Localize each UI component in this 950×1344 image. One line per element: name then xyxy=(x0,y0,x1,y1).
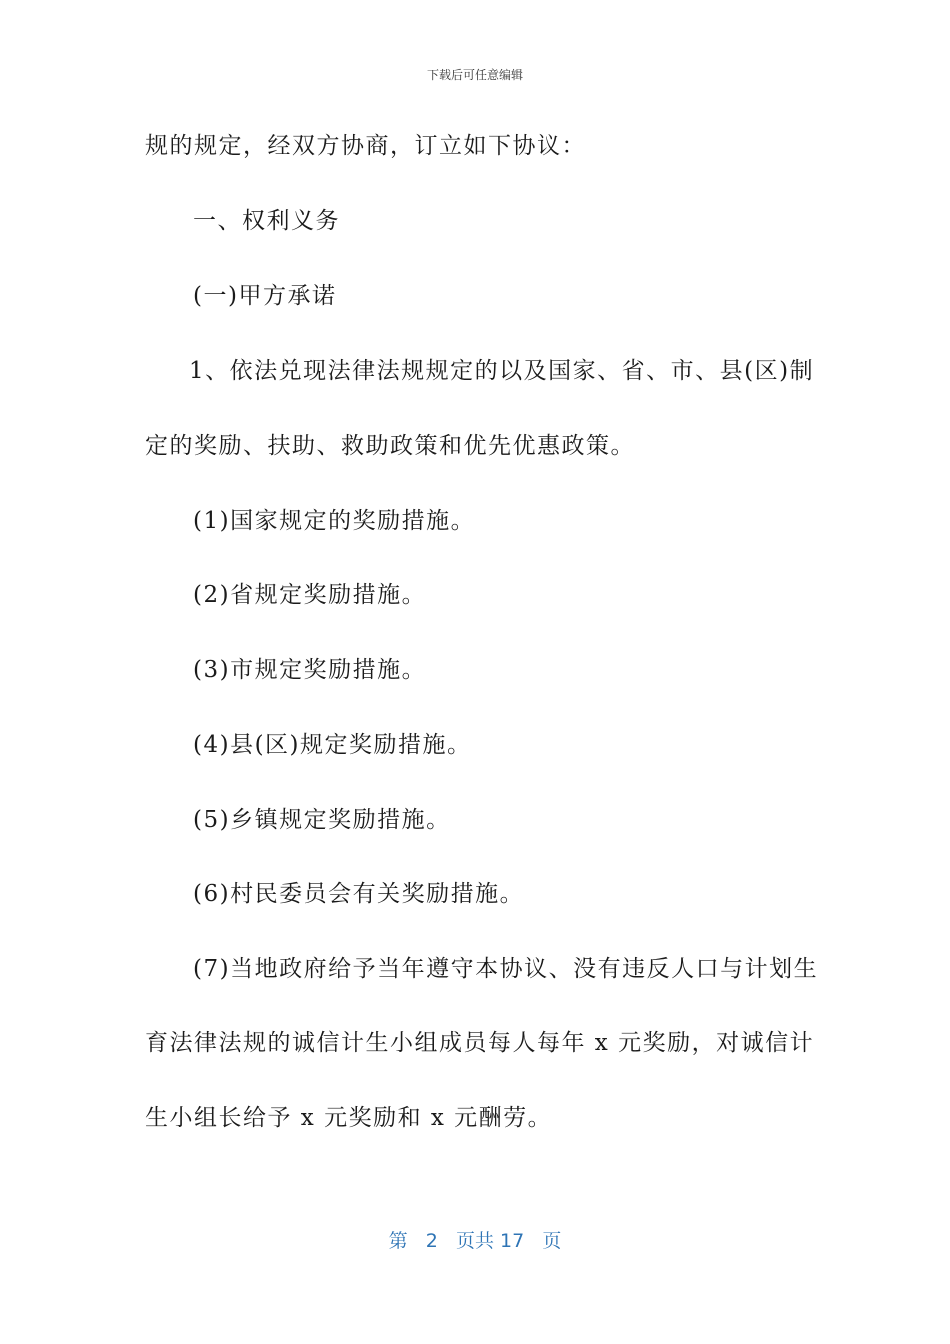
paragraph-line: 育法律法规的诚信计生小组成员每人每年 x 元奖励，对诚信计 xyxy=(145,1030,815,1056)
page-prefix: 第 xyxy=(388,1230,408,1252)
list-item: (2)省规定奖励措施。 xyxy=(193,582,427,608)
total-pages: 17 xyxy=(500,1230,525,1252)
list-item: (6)村民委员会有关奖励措施。 xyxy=(193,881,525,907)
subsection-heading: (一)甲方承诺 xyxy=(193,283,337,309)
header-note: 下载后可任意编辑 xyxy=(426,68,523,82)
list-item: (3)市规定奖励措施。 xyxy=(193,657,427,683)
list-item: (1)国家规定的奖励措施。 xyxy=(193,508,476,534)
paragraph-line: 定的奖励、扶助、救助政策和优先优惠政策。 xyxy=(145,433,635,459)
paragraph-line: 1、依法兑现法律法规规定的以及国家、省、市、县(区)制 xyxy=(189,358,815,384)
section-heading: 一、权利义务 xyxy=(193,208,340,234)
current-page-number: 2 xyxy=(425,1230,438,1252)
page-suffix: 页 xyxy=(542,1230,562,1252)
page-mid: 页共 xyxy=(455,1230,494,1252)
paragraph-line: 规的规定，经双方协商，订立如下协议： xyxy=(145,133,586,159)
list-item: (4)县(区)规定奖励措施。 xyxy=(193,732,472,758)
page-footer xyxy=(0,1226,950,1253)
paragraph-line: 生小组长给予 x 元奖励和 x 元酬劳。 xyxy=(145,1105,553,1131)
list-item: (7)当地政府给予当年遵守本协议、没有违反人口与计划生 xyxy=(193,956,819,982)
list-item: (5)乡镇规定奖励措施。 xyxy=(193,807,451,833)
